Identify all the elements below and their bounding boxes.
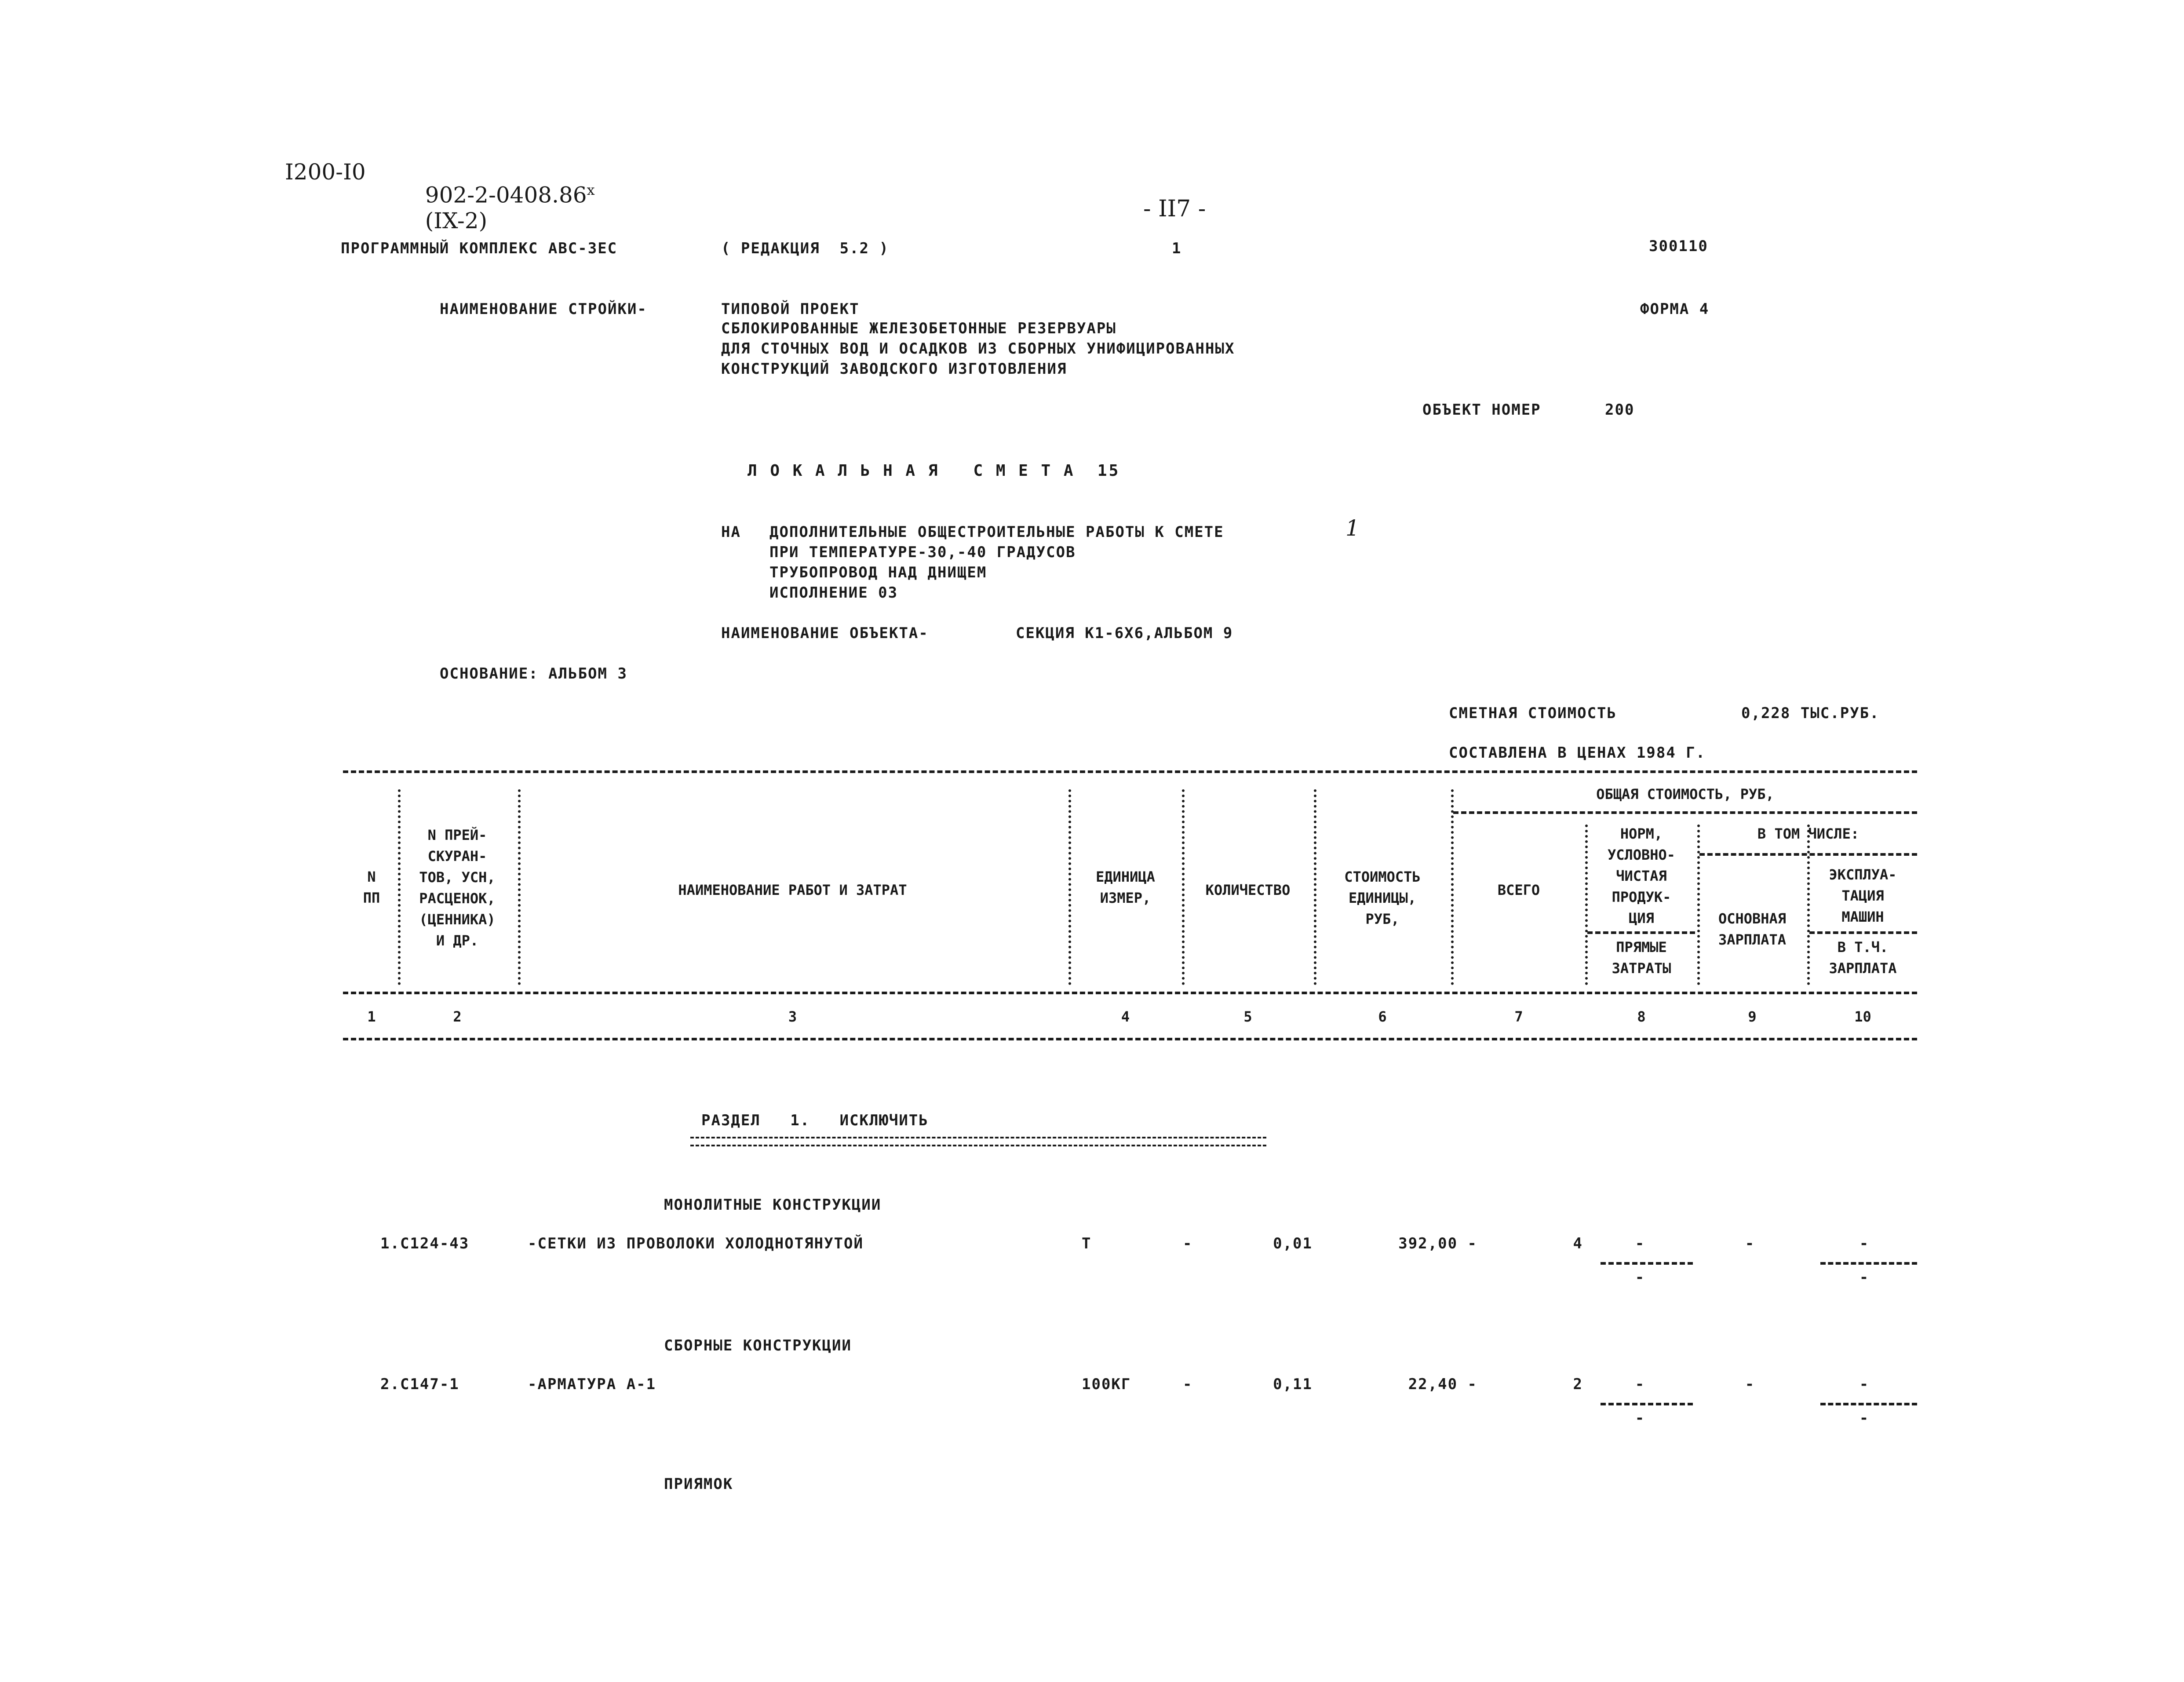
row-total: 4 <box>1573 1235 1583 1252</box>
header-col7: ВСЕГО <box>1497 882 1540 898</box>
program-index: 1 <box>1172 240 1182 257</box>
col-number: 2 <box>453 1008 462 1025</box>
row-name: -СЕТКИ ИЗ ПРОВОЛОКИ ХОЛОДНОТЯНУТОЙ <box>528 1235 864 1252</box>
row-col10: - <box>1859 1376 1870 1393</box>
row-qty: 0,01 <box>1273 1235 1313 1252</box>
object-number-label: ОБЪЕКТ НОМЕР <box>1422 401 1541 419</box>
row-qty: 0,11 <box>1273 1376 1313 1393</box>
row-col10b: - <box>1859 1409 1870 1427</box>
header-col8a: НОРМ, УСЛОВНО- ЧИСТАЯ ПРОДУК- ЦИЯ <box>1607 825 1676 927</box>
purpose-handwritten-ref: 1 <box>1345 515 1360 541</box>
row-sign: - <box>1183 1376 1193 1393</box>
project-number <box>411 156 595 234</box>
col-number: 4 <box>1121 1008 1130 1025</box>
row-unit: Т <box>1082 1235 1092 1252</box>
program-code: 300110 <box>1649 237 1708 255</box>
cost-value: 0,228 ТЫС.РУБ. <box>1741 704 1880 722</box>
header-col10b: В Т.Ч. ЗАРПЛАТА <box>1829 939 1897 977</box>
col8-split-rule <box>1587 931 1695 934</box>
row-col8b: - <box>1635 1269 1645 1286</box>
row-code: 1.С124-43 <box>380 1235 470 1252</box>
page-number: - II7 - <box>1143 196 1206 222</box>
row-col8b: - <box>1635 1409 1645 1427</box>
including-rule <box>1699 853 1917 856</box>
header-col5: КОЛИЧЕСТВО <box>1205 882 1291 898</box>
row-col10-rule <box>1820 1403 1917 1405</box>
header-col6: СТОИМОСТЬ ЕДИНИЦЫ, РУБ, <box>1344 868 1421 927</box>
row-code: 2.С147-1 <box>380 1376 459 1393</box>
row-unit: 100КГ <box>1082 1376 1131 1393</box>
project-number-sup: x <box>587 182 595 198</box>
header-col9: ОСНОВНАЯ ЗАРПЛАТА <box>1718 910 1787 948</box>
col-number: 9 <box>1748 1008 1757 1025</box>
row-sign: - <box>1183 1235 1193 1252</box>
construction-line: СБЛОКИРОВАННЫЕ ЖЕЛЕЗОБЕТОННЫЕ РЕЗЕРВУАРЫ <box>721 320 1116 337</box>
row-col9: - <box>1745 1376 1755 1393</box>
row-total: 2 <box>1573 1376 1583 1393</box>
row-col10b: - <box>1859 1269 1870 1286</box>
object-name-label: НАИМЕНОВАНИЕ ОБЪЕКТА- <box>721 624 929 642</box>
purpose-line: ТРУБОПРОВОД НАД ДНИЩЕМ <box>769 564 987 581</box>
basis: ОСНОВАНИЕ: АЛЬБОМ 3 <box>440 665 627 682</box>
header-including: В ТОМ ЧИСЛЕ: <box>1757 825 1859 842</box>
header-col8b: ПРЯМЫЕ ЗАТРАТЫ <box>1612 939 1671 977</box>
object-number-value: 200 <box>1605 401 1635 419</box>
sheet-code: I200-I0 <box>285 159 366 185</box>
purpose-line: ИСПОЛНЕНИЕ 03 <box>769 584 898 602</box>
construction-line: КОНСТРУКЦИЙ ЗАВОДСКОГО ИЗГОТОВЛЕНИЯ <box>721 360 1067 378</box>
section-title: РАЗДЕЛ 1. ИСКЛЮЧИТЬ <box>701 1112 929 1129</box>
object-name-value: СЕКЦИЯ К1-6Х6,АЛЬБОМ 9 <box>1016 624 1233 642</box>
group-heading: МОНОЛИТНЫЕ КОНСТРУКЦИИ <box>664 1196 882 1214</box>
header-col2: N ПРЕЙ- СКУРАН- ТОВ, УСН, РАСЦЕНОК, (ЦЕННИКА) И ДР. <box>419 827 496 949</box>
col-number: 5 <box>1243 1008 1252 1025</box>
construction-line: ТИПОВОЙ ПРОЕКТ <box>721 300 860 318</box>
project-issue: (IX-2) <box>425 208 488 234</box>
col-number: 1 <box>367 1008 376 1025</box>
row-col8-rule <box>1601 1403 1693 1405</box>
header-total-group: ОБЩАЯ СТОИМОСТЬ, РУБ, <box>1596 786 1774 803</box>
table-top-rule <box>343 770 1917 773</box>
form-label: ФОРМА 4 <box>1640 300 1710 318</box>
col-number: 6 <box>1378 1008 1387 1025</box>
row-col10-rule <box>1820 1262 1917 1265</box>
section-underline <box>690 1137 1266 1146</box>
header-col3: НАИМЕНОВАНИЕ РАБОТ И ЗАТРАТ <box>678 882 907 898</box>
row-price: 392,00 - <box>1398 1235 1477 1252</box>
construction-line: ДЛЯ СТОЧНЫХ ВОД И ОСАДКОВ ИЗ СБОРНЫХ УНИФИЦИРОВАННЫХ <box>721 340 1235 358</box>
col-number: 10 <box>1854 1008 1871 1025</box>
col-divider <box>1697 825 1700 985</box>
header-col4: ЕДИНИЦА ИЗМЕР, <box>1096 868 1155 906</box>
col-number: 3 <box>788 1008 797 1025</box>
cost-label: СМЕТНАЯ СТОИМОСТЬ <box>1449 704 1617 722</box>
row-name: -АРМАТУРА А-1 <box>528 1376 656 1393</box>
group-heading: СБОРНЫЕ КОНСТРУКЦИИ <box>664 1337 852 1354</box>
table-bottom-rule <box>343 1038 1917 1040</box>
construction-label: НАИМЕНОВАНИЕ СТРОЙКИ- <box>440 300 647 318</box>
purpose-line: ПРИ ТЕМПЕРАТУРЕ-30,-40 ГРАДУСОВ <box>769 544 1076 561</box>
program-edition: ( РЕДАКЦИЯ 5.2 ) <box>721 240 889 257</box>
row-col8: - <box>1635 1376 1645 1393</box>
row-col8: - <box>1635 1235 1645 1252</box>
estimate-title: Л О К А Л Ь Н А Я С М Е Т А 15 <box>747 462 1120 480</box>
row-col8-rule <box>1601 1262 1693 1265</box>
row-price: 22,40 - <box>1408 1376 1477 1393</box>
row-col10: - <box>1859 1235 1870 1252</box>
header-col1: N ПП <box>363 868 380 906</box>
group-heading: ПРИЯМОК <box>664 1475 733 1493</box>
program-label: ПРОГРАММНЫЙ КОМПЛЕКС АВС-3ЕС <box>341 240 618 257</box>
row-col9: - <box>1745 1235 1755 1252</box>
purpose-line: ДОПОЛНИТЕЛЬНЫЕ ОБЩЕСТРОИТЕЛЬНЫЕ РАБОТЫ К СМЕТЕ <box>769 523 1224 541</box>
header-col10a: ЭКСПЛУА- ТАЦИЯ МАШИН <box>1829 866 1897 925</box>
project-number-value: 902-2-0408.86 <box>425 182 587 208</box>
col-number: 8 <box>1637 1008 1646 1025</box>
total-group-rule <box>1453 811 1917 814</box>
prices-note: СОСТАВЛЕНА В ЦЕНАХ 1984 Г. <box>1449 744 1706 762</box>
header-bottom-rule <box>343 992 1917 994</box>
col10-split-rule <box>1809 931 1917 934</box>
purpose-prefix: НА <box>721 523 741 541</box>
col-number: 7 <box>1514 1008 1523 1025</box>
